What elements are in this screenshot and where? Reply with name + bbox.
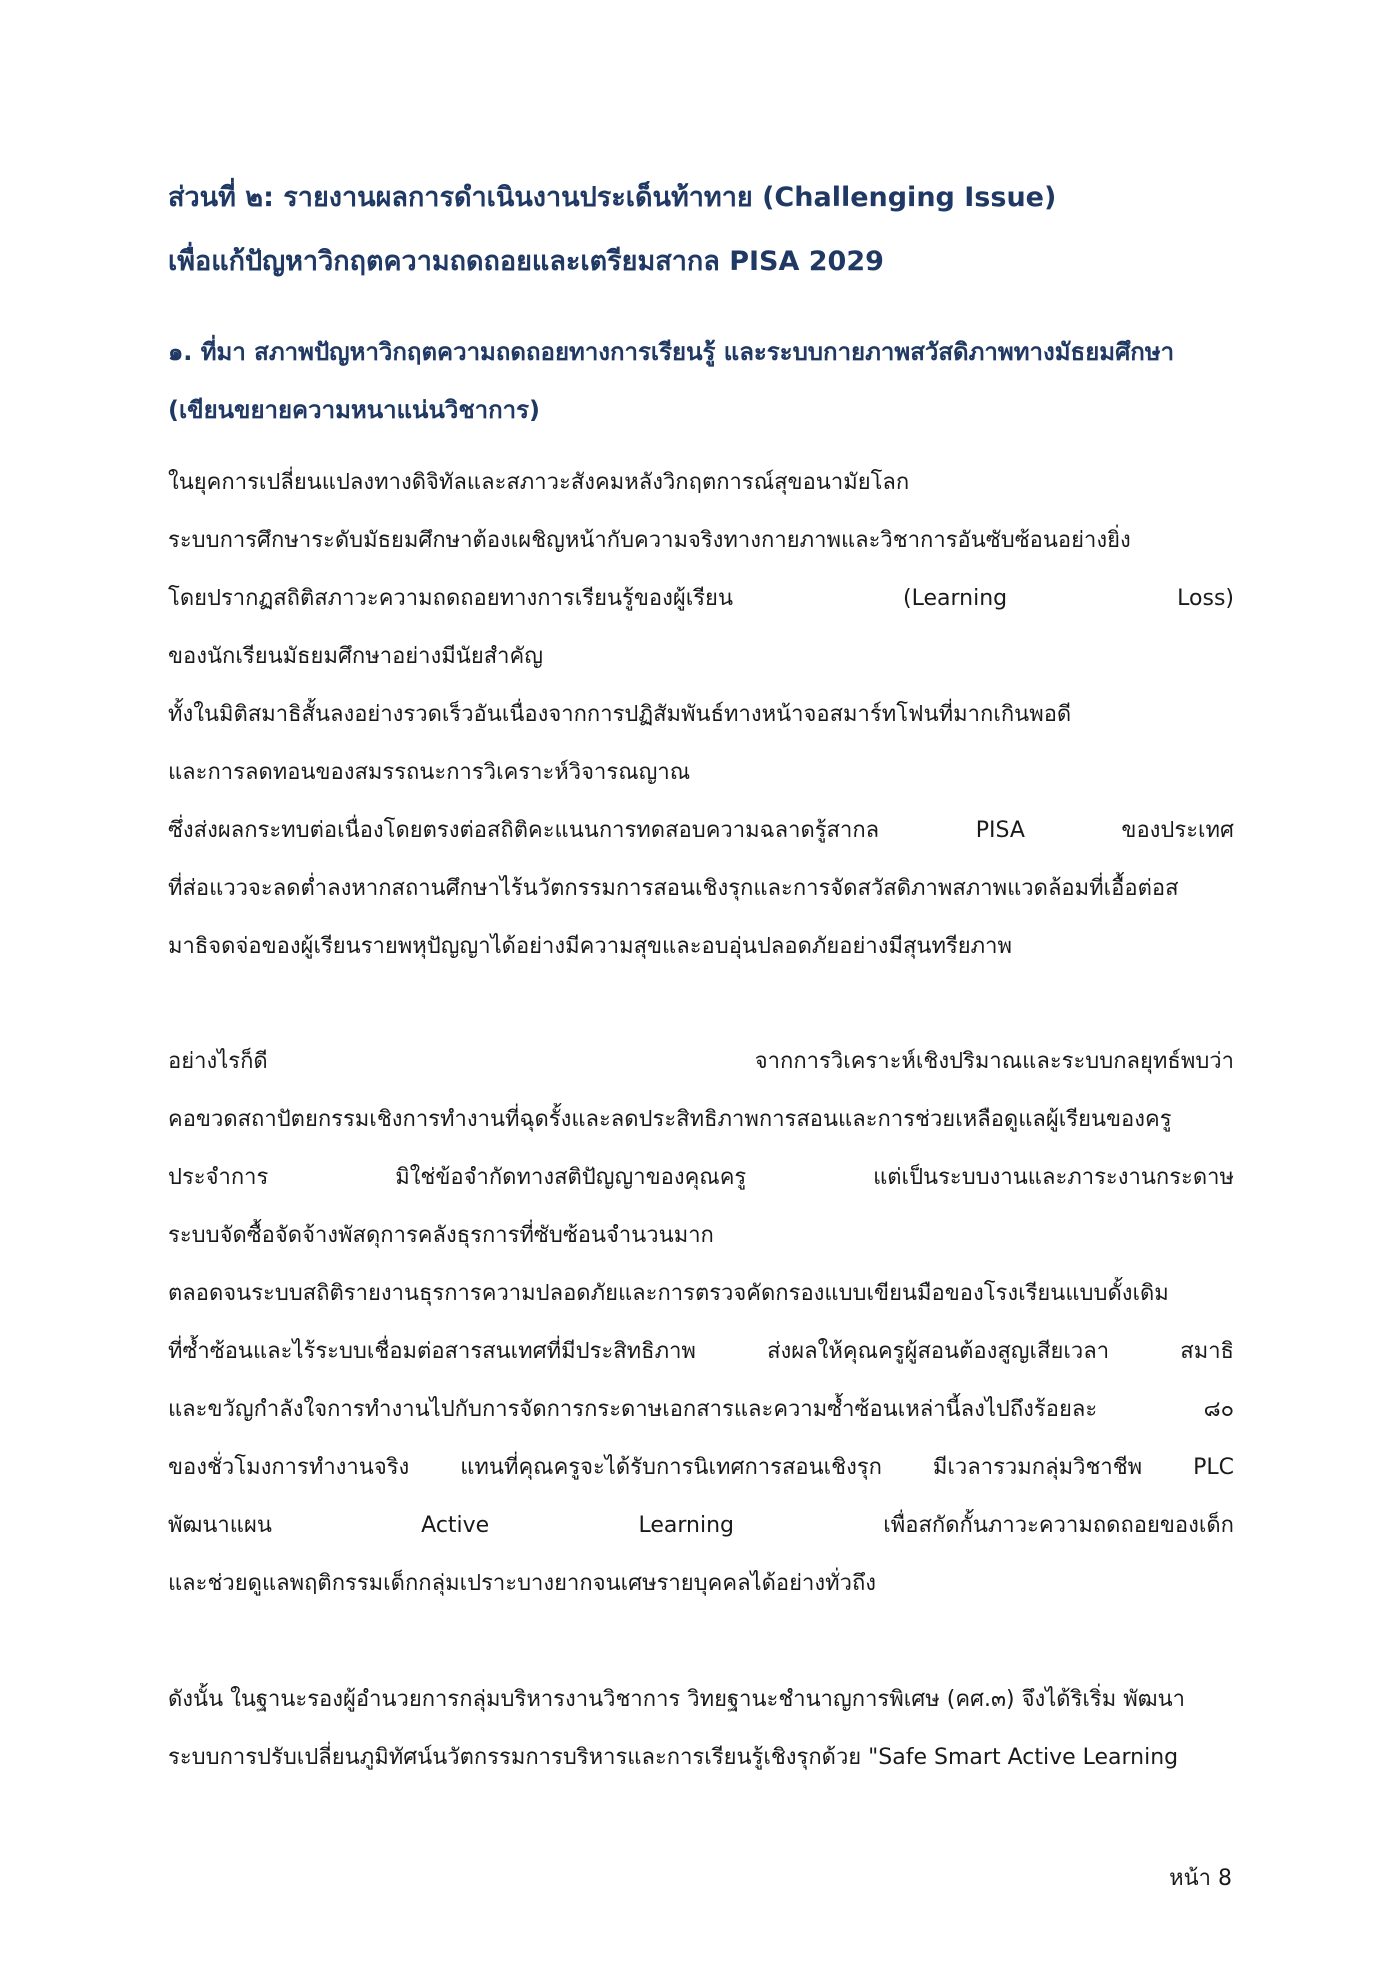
- document-title-line2: เพื่อแก้ปัญหาวิกฤตความถดถอยและเตรียมสากล PISA 2029: [168, 246, 884, 277]
- text-segment: จากการวิเคราะห์เชิงปริมาณและระบบกลยุทธ์พบว่า: [754, 1049, 1234, 1074]
- text-segment: ของประเทศ: [1121, 818, 1234, 843]
- section1-heading-line1: ๑. ที่มา สภาพปัญหาวิกฤตความถดถอยทางการเรียนรู้ และระบบกายภาพสวัสดิภาพทางมัธยมศึกษา: [168, 338, 1175, 366]
- paragraph-line: มาธิจดจ่อของผู้เรียนรายพหุปัญญาได้อย่างมีความสุขและอบอุ่นปลอดภัยอย่างมีสุนทรียภาพ: [168, 934, 1013, 959]
- document-title-line1: ส่วนที่ ๒: รายงานผลการดำเนินงานประเด็นท้าทาย (Challenging Issue): [168, 182, 1057, 213]
- paragraph-line: ทั้งในมิติสมาธิสั้นลงอย่างรวดเร็วอันเนื่องจากการปฏิสัมพันธ์ทางหน้าจอสมาร์ทโฟนที่มากเกินพอดี: [168, 702, 1072, 727]
- paragraph-line: [168, 1045, 1234, 1079]
- paragraph-line: ระบบการปรับเปลี่ยนภูมิทัศน์นวัตกรรมการบริหารและการเรียนรู้เชิงรุกด้วย "Safe Smart Active Learning: [168, 1745, 1179, 1770]
- paragraph-line: ของนักเรียนมัธยมศึกษาอย่างมีนัยสำคัญ: [168, 644, 543, 669]
- text-segment: ประจำการ: [168, 1165, 269, 1190]
- paragraph-line: [168, 814, 1234, 848]
- paragraph-line: [168, 1393, 1234, 1427]
- text-segment: พัฒนาแผน: [168, 1513, 272, 1538]
- text-segment: สมาธิ: [1180, 1339, 1234, 1364]
- paragraph-line: ระบบการศึกษาระดับมัธยมศึกษาต้องเผชิญหน้ากับความจริงทางกายภาพและวิชาการอันซับซ้อนอย่างยิ่ง: [168, 528, 1131, 553]
- paragraph-line: และการลดทอนของสมรรถนะการวิเคราะห์วิจารณญาณ: [168, 760, 691, 785]
- text-segment: Active: [421, 1513, 490, 1538]
- text-segment: อย่างไรก็ดี: [168, 1049, 268, 1074]
- text-segment: ซึ่งส่งผลกระทบต่อเนื่องโดยตรงต่อสถิติคะแนนการทดสอบความฉลาดรู้สากล: [168, 818, 880, 843]
- text-segment: ส่งผลให้คุณครูผู้สอนต้องสูญเสียเวลา: [767, 1339, 1110, 1364]
- paragraph-line: ในยุคการเปลี่ยนแปลงทางดิจิทัลและสภาวะสังคมหลังวิกฤตการณ์สุขอนามัยโลก: [168, 470, 910, 495]
- paragraph-line: ดังนั้น ในฐานะรองผู้อำนวยการกลุ่มบริหารงานวิชาการ วิทยฐานะชำนาญการพิเศษ (คศ.๓) จึงได้ริเริ่ม พัฒนา: [168, 1687, 1186, 1712]
- paragraph-line: [168, 1161, 1234, 1195]
- paragraph-line: คอขวดสถาปัตยกรรมเชิงการทำงานที่ฉุดรั้งและลดประสิทธิภาพการสอนและการช่วยเหลือดูแลผู้เรียนของครู: [168, 1107, 1172, 1132]
- text-segment: แทนที่คุณครูจะได้รับการนิเทศการสอนเชิงรุก: [460, 1455, 882, 1480]
- paragraph-line: ตลอดจนระบบสถิติรายงานธุรการความปลอดภัยและการตรวจคัดกรองแบบเขียนมือของโรงเรียนแบบดั้งเดิม: [168, 1281, 1169, 1306]
- text-segment: Learning: [638, 1513, 734, 1538]
- paragraph-line: ที่ส่อแววจะลดต่ำลงหากสถานศึกษาไร้นวัตกรรมการสอนเชิงรุกและการจัดสวัสดิภาพสภาพแวดล้อมที่เอื้อต่อส: [168, 876, 1179, 901]
- text-segment: ของชั่วโมงการทำงานจริง: [168, 1455, 410, 1480]
- paragraph-line: และช่วยดูแลพฤติกรรมเด็กกลุ่มเปราะบางยากจนเศษรายบุคคลได้อย่างทั่วถึง: [168, 1571, 877, 1596]
- text-segment: PISA: [975, 818, 1025, 843]
- text-segment: เพื่อสกัดกั้นภาวะความถดถอยของเด็ก: [883, 1513, 1234, 1538]
- paragraph-line: [168, 1335, 1234, 1369]
- text-segment: มิใช่ข้อจำกัดทางสติปัญญาของคุณครู: [395, 1165, 747, 1190]
- text-segment: PLC: [1193, 1455, 1234, 1480]
- text-segment: และขวัญกำลังใจการทำงานไปกับการจัดการกระดาษเอกสารและความซ้ำซ้อนเหล่านี้ลงไปถึงร้อยละ: [168, 1397, 1098, 1422]
- text-segment: แต่เป็นระบบงานและภาระงานกระดาษ: [873, 1165, 1234, 1190]
- paragraph-line: [168, 582, 1234, 616]
- text-segment: มีเวลารวมกลุ่มวิชาชีพ: [932, 1455, 1143, 1480]
- text-segment: Loss): [1177, 586, 1234, 611]
- text-segment: (Learning: [903, 586, 1008, 611]
- paragraph-line: ระบบจัดซื้อจัดจ้างพัสดุการคลังธุรการที่ซับซ้อนจำนวนมาก: [168, 1223, 714, 1248]
- text-segment: โดยปรากฏสถิติสภาวะความถดถอยทางการเรียนรู้ของผู้เรียน: [168, 586, 733, 611]
- page-number: หน้า 8: [1169, 1866, 1232, 1891]
- text-segment: ที่ซ้ำซ้อนและไร้ระบบเชื่อมต่อสารสนเทศที่มีประสิทธิภาพ: [168, 1339, 696, 1364]
- paragraph-line: [168, 1451, 1234, 1485]
- text-segment: ๘๐: [1203, 1397, 1234, 1422]
- section1-heading-line2: (เขียนขยายความหนาแน่นวิชาการ): [168, 396, 540, 424]
- paragraph-line: [168, 1509, 1234, 1543]
